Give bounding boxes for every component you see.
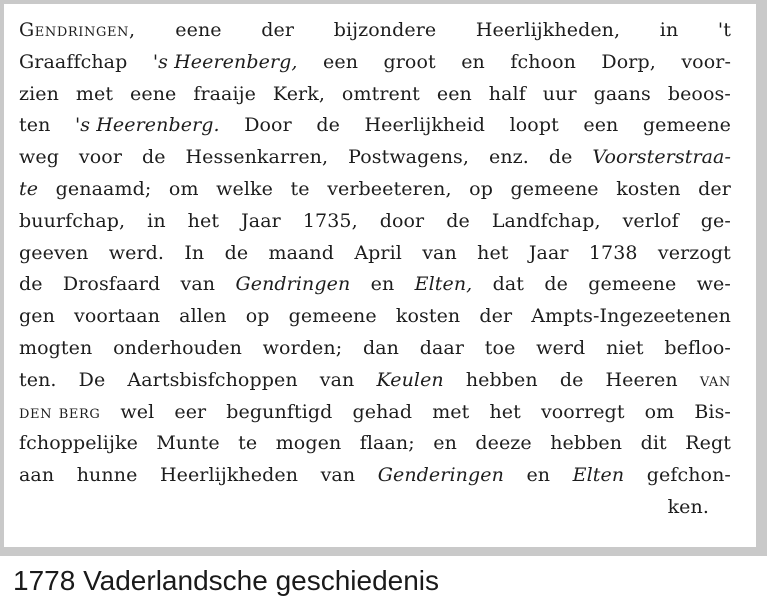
word: Landfchap,: [491, 209, 601, 232]
word: 1738: [588, 241, 638, 264]
text-line: [19, 110, 731, 142]
word: weg: [19, 146, 59, 169]
word: worden;: [262, 336, 343, 359]
word: toe: [484, 336, 516, 359]
word: Drosfaard: [62, 273, 161, 296]
word: gemeene: [510, 177, 599, 200]
word: genaamd;: [55, 177, 152, 200]
word: 1735,: [302, 209, 358, 232]
word: niet: [606, 336, 644, 359]
text-line: [19, 492, 731, 524]
word: der: [479, 305, 513, 328]
word: gehad: [352, 400, 413, 423]
text-line: [19, 15, 731, 47]
text-line: [19, 238, 731, 270]
word: flaan;: [359, 432, 415, 455]
word: gefchon-: [646, 464, 731, 487]
word: 's Heerenberg.: [74, 114, 220, 137]
word: voor-: [681, 50, 731, 73]
word: aan: [19, 464, 55, 487]
text-line: [19, 269, 731, 301]
word: van: [699, 368, 731, 391]
word: verbeeteren,: [327, 177, 452, 200]
word: Regt: [685, 432, 731, 455]
word: beoos-: [667, 82, 731, 105]
word: zien: [19, 82, 59, 105]
word: en: [433, 432, 457, 455]
word: Bis-: [694, 400, 731, 423]
word: ten.: [19, 368, 57, 391]
word: en: [370, 273, 395, 296]
word: met: [432, 400, 470, 423]
word: te: [290, 177, 310, 200]
word: gaans: [593, 82, 651, 105]
word: een: [436, 82, 472, 105]
word: hebben: [465, 368, 538, 391]
word: we-: [696, 273, 731, 296]
word: het: [187, 209, 220, 232]
text-line: [19, 142, 731, 174]
word: der: [261, 19, 295, 41]
word: ken.: [667, 495, 709, 518]
word: het: [477, 241, 509, 264]
word: der: [698, 177, 731, 200]
word: Voorsterstraa-: [592, 146, 731, 169]
word: kosten: [395, 305, 461, 328]
word: Heerlijkheden: [159, 464, 299, 487]
word: Postwagens,: [348, 146, 470, 169]
word: bijzondere: [333, 19, 437, 41]
word: in: [147, 209, 166, 232]
word: de: [141, 146, 166, 169]
caption: 1778 Vaderlandsche geschiedenis: [13, 565, 440, 596]
word: buurfchap,: [19, 209, 126, 232]
word: de: [548, 146, 573, 169]
word: enz.: [488, 146, 529, 169]
word: voor: [78, 146, 123, 169]
text-line: [19, 397, 731, 429]
word: door: [379, 209, 425, 232]
word: Hessenkarren,: [185, 146, 329, 169]
word: voorregt: [540, 400, 625, 423]
word: de: [316, 114, 340, 137]
word: Jaar: [528, 241, 569, 264]
word: Keulen: [376, 368, 444, 391]
word: een: [583, 114, 619, 137]
word: te: [238, 432, 258, 455]
word: in: [659, 19, 679, 41]
word: half: [488, 82, 526, 105]
word: van: [180, 273, 216, 296]
text-line: [19, 365, 731, 397]
word: Elten: [572, 464, 625, 487]
word: befloo-: [664, 336, 731, 359]
word: geeven: [19, 241, 89, 264]
word: Heerlijkheden,: [475, 19, 621, 41]
word: mogten: [19, 336, 93, 359]
word: de: [19, 273, 43, 296]
word: de: [544, 273, 568, 296]
word: dan: [362, 336, 399, 359]
word: en: [461, 50, 485, 73]
word: een: [323, 50, 359, 73]
document-text: [19, 15, 731, 524]
word: hunne: [76, 464, 138, 487]
word: Gendringen: [235, 273, 351, 296]
word: hebben: [550, 432, 623, 455]
word: verlof: [622, 209, 679, 232]
word: gen: [19, 305, 55, 328]
word: uur: [542, 82, 577, 105]
word: en: [526, 464, 551, 487]
word: werd.: [108, 241, 165, 264]
word: Gendringen,: [19, 19, 136, 41]
word: 's Heerenberg,: [152, 50, 298, 73]
text-line: [19, 174, 731, 206]
text-line: [19, 47, 731, 79]
word: daar: [419, 336, 465, 359]
word: welke: [216, 177, 273, 200]
word: te: [19, 177, 39, 200]
word: De: [78, 368, 106, 391]
word: gemeene: [642, 114, 731, 137]
text-line: [19, 206, 731, 238]
word: de: [446, 209, 470, 232]
word: mogen: [275, 432, 342, 455]
word: Door: [244, 114, 292, 137]
word: onderhouden: [113, 336, 242, 359]
word: dat: [492, 273, 525, 296]
text-line: [19, 79, 731, 111]
word: deeze: [475, 432, 532, 455]
word: van: [320, 464, 356, 487]
word: Ampts-Ingezeetenen: [531, 305, 731, 328]
word: Jaar: [241, 209, 281, 232]
word: gemeene: [288, 305, 377, 328]
word: Genderingen: [377, 464, 504, 487]
word: ge-: [700, 209, 731, 232]
word: van: [422, 241, 457, 264]
word: Heeren: [605, 368, 678, 391]
word: Graaffchap: [19, 50, 128, 73]
word: om: [644, 400, 675, 423]
word: fchoppelijke: [19, 432, 138, 455]
word: ten: [19, 114, 51, 137]
word: van: [319, 368, 355, 391]
word: groot: [383, 50, 436, 73]
word: Elten,: [414, 273, 473, 296]
word: April: [354, 241, 402, 264]
word: omtrent: [341, 82, 420, 105]
word: Aartsbisfchoppen: [127, 368, 298, 391]
scanned-page: [4, 4, 756, 547]
word: allen: [179, 305, 227, 328]
text-line: [19, 428, 731, 460]
text-line: [19, 333, 731, 365]
word: Kerk,: [272, 82, 325, 105]
word: gemeene: [588, 273, 677, 296]
text-line: [19, 460, 731, 492]
text-line: [19, 301, 731, 333]
word: werd: [536, 336, 586, 359]
word: voortaan: [74, 305, 161, 328]
word: wel: [120, 400, 155, 423]
word: verzogt: [657, 241, 731, 264]
word: den berg: [19, 400, 101, 423]
word: eer: [174, 400, 207, 423]
word: Dorp,: [601, 50, 656, 73]
word: In: [184, 241, 205, 264]
word: loopt: [509, 114, 559, 137]
word: op: [245, 305, 270, 328]
word: om: [168, 177, 199, 200]
word: begunftigd: [226, 400, 333, 423]
word: dit: [640, 432, 667, 455]
word: kosten: [616, 177, 681, 200]
word: de: [559, 368, 584, 391]
word: met: [75, 82, 114, 105]
word: fraaije: [193, 82, 256, 105]
word: eene: [130, 82, 177, 105]
word: 't: [717, 19, 731, 41]
word: de: [224, 241, 249, 264]
word: Munte: [156, 432, 220, 455]
word: maand: [268, 241, 335, 264]
word: het: [489, 400, 521, 423]
word: fchoon: [510, 50, 576, 73]
word: Heerlijkheid: [364, 114, 486, 137]
word: eene: [175, 19, 222, 41]
word: op: [469, 177, 493, 200]
